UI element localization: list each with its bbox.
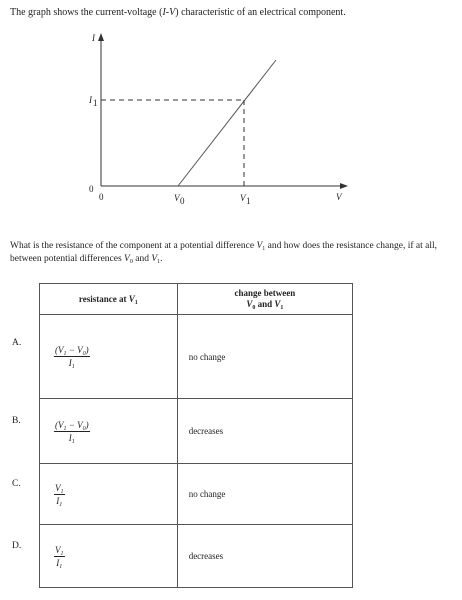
header-sub: 1 bbox=[280, 305, 284, 311]
fraction-numerator: $(V_1 - V_0)$ bbox=[55, 419, 89, 432]
resistance-cell bbox=[40, 525, 178, 588]
header-var: V bbox=[246, 299, 253, 309]
question-var: V bbox=[256, 241, 263, 251]
y-axis-arrow bbox=[98, 33, 104, 41]
header-resistance bbox=[40, 284, 178, 315]
option-c-letter: C. bbox=[12, 479, 21, 489]
fraction-denominator: $I_1$ bbox=[56, 495, 63, 508]
origin-label-x: 0 bbox=[99, 192, 104, 202]
option-row-c[interactable] bbox=[40, 464, 353, 525]
question-part: and how does the resistance change, if at all, between potential differences bbox=[10, 241, 438, 264]
question-sub: 1 bbox=[262, 246, 266, 252]
intro-part: ) characteristic of an electrical component. bbox=[175, 7, 346, 18]
resistance-fraction bbox=[54, 420, 90, 443]
option-row-d[interactable] bbox=[40, 525, 353, 588]
header-change bbox=[177, 284, 352, 315]
option-b-letter: B. bbox=[12, 416, 21, 426]
change-cell: decreases bbox=[177, 399, 352, 464]
header-var: V bbox=[128, 293, 135, 304]
question-sub: 1 bbox=[157, 259, 161, 265]
resistance-fraction bbox=[54, 483, 65, 506]
intro-iv: I-V bbox=[162, 7, 176, 18]
option-d-letter: D. bbox=[12, 541, 22, 551]
question-part: What is the resistance of the component at a potential difference bbox=[10, 241, 257, 251]
header-text: change between bbox=[234, 288, 296, 298]
options-table bbox=[39, 283, 353, 588]
question-part: . bbox=[160, 254, 163, 264]
x-axis-arrow bbox=[340, 183, 348, 189]
i1-label: I bbox=[89, 95, 92, 105]
change-cell: no change bbox=[177, 464, 352, 525]
v1-label-sub: 1 bbox=[246, 196, 251, 206]
option-row-b[interactable] bbox=[40, 399, 353, 464]
v0-label-sub: 0 bbox=[180, 196, 185, 206]
header-sub: 0 bbox=[252, 305, 256, 311]
iv-graph bbox=[0, 0, 462, 235]
table-header-row bbox=[40, 284, 353, 315]
change-cell: no change bbox=[177, 315, 352, 399]
resistance-fraction bbox=[54, 545, 65, 568]
resistance-fraction bbox=[54, 345, 90, 368]
fraction-denominator: $I_1$ bbox=[68, 358, 75, 370]
fraction-numerator: $(V_1 - V_0)$ bbox=[55, 345, 89, 357]
question-var: V bbox=[124, 254, 130, 264]
fraction-denominator: $I_1$ bbox=[68, 432, 75, 445]
header-text: resistance at bbox=[78, 293, 129, 304]
header-sub: 1 bbox=[134, 299, 138, 306]
v1-label: V bbox=[240, 193, 246, 203]
header-var: V bbox=[274, 299, 281, 309]
question-text bbox=[10, 240, 452, 266]
fraction-denominator: $I_1$ bbox=[56, 557, 63, 570]
origin-label-y: 0 bbox=[89, 184, 94, 194]
header-text: and bbox=[255, 299, 275, 309]
option-row-a[interactable] bbox=[40, 315, 353, 399]
v0-label: V bbox=[174, 193, 180, 203]
option-a-letter: A. bbox=[12, 338, 22, 348]
fraction-numerator: $V_1$ bbox=[55, 482, 64, 495]
question-sub: 0 bbox=[129, 259, 133, 265]
fraction-numerator: $V_1$ bbox=[55, 544, 64, 557]
characteristic-line bbox=[178, 60, 276, 186]
question-part: and bbox=[132, 254, 152, 264]
change-cell: decreases bbox=[177, 525, 352, 588]
question-var: V bbox=[151, 254, 158, 264]
intro-part: The graph shows the current-voltage ( bbox=[10, 7, 163, 18]
resistance-cell bbox=[40, 399, 178, 464]
y-axis-label: I bbox=[92, 33, 95, 43]
resistance-cell bbox=[40, 464, 178, 525]
i1-label-sub: 1 bbox=[93, 98, 98, 108]
x-axis-label: V bbox=[336, 192, 342, 202]
resistance-cell bbox=[40, 315, 178, 399]
